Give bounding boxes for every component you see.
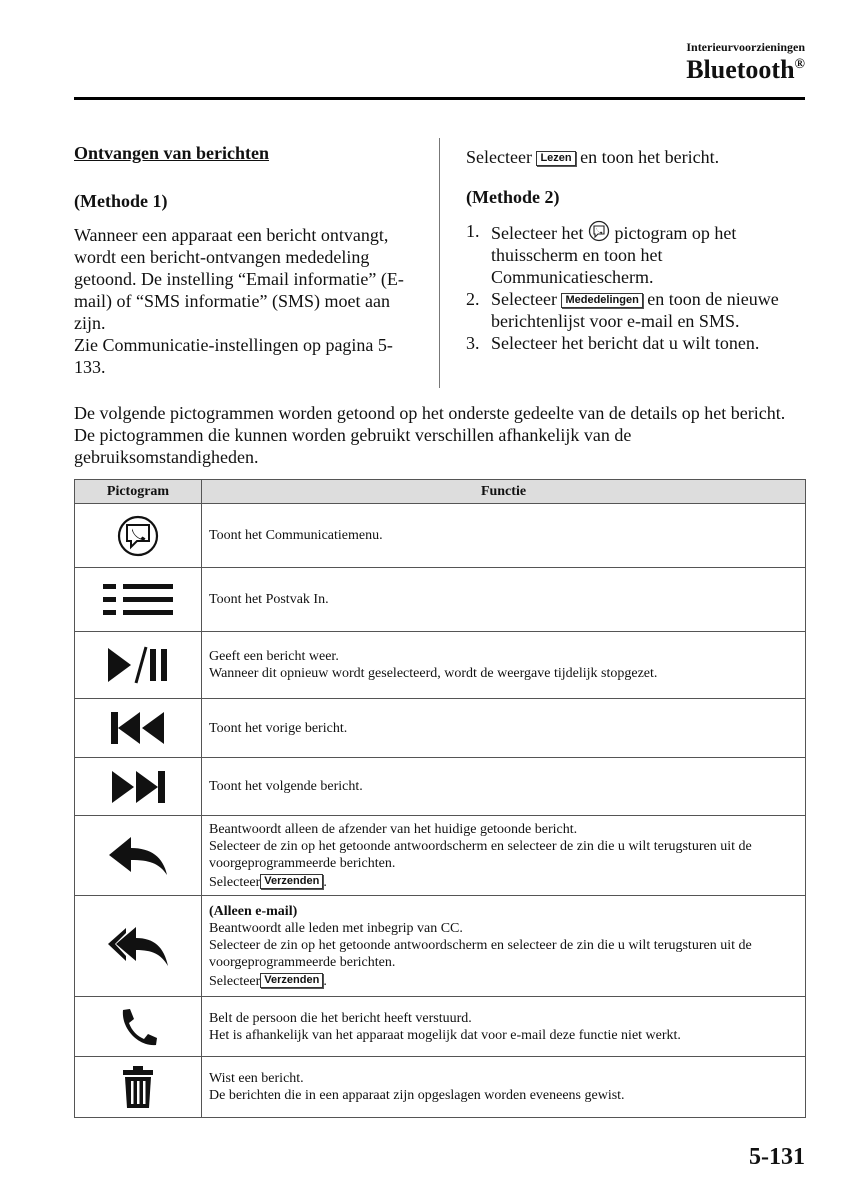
- column-header-function: Functie: [202, 480, 806, 504]
- trash-icon[interactable]: [121, 1065, 155, 1109]
- registered-mark: ®: [794, 57, 805, 72]
- list-item: 1. Selecteer het pictogram op het thuisscherm en toon het Communicatiescherm.: [466, 221, 737, 287]
- list-item: 2. Selecteer Mededelingen en toon de nieuwe berichtenlijst voor e-mail en SMS.: [466, 289, 779, 331]
- column-header-pictogram: Pictogram: [75, 480, 202, 504]
- table-row: [75, 504, 806, 568]
- method-1-paragraph: Wanneer een apparaat een bericht ontvangt, wordt een bericht-ontvangen mededeling getoond. De instelling “Email informatie” (E-mail) of “SMS informatie” (SMS) moet aan zijn.: [74, 225, 404, 333]
- table-row: [75, 699, 806, 758]
- function-text: Selecteer de zin op het getoonde antwoordscherm en selecteer de zin die u wilt terugsturen uit de voorgeprogrammeerde berichten.: [209, 838, 752, 871]
- method-1-select-line: Selecteer Lezen en toon het bericht.: [466, 147, 720, 167]
- method-1-heading: (Methode 1): [74, 191, 168, 211]
- table-row: [75, 896, 806, 997]
- select-send-line: Selecteer Verzenden .: [209, 973, 327, 989]
- table-row: [75, 997, 806, 1057]
- function-text: Wanneer dit opnieuw wordt geselecteerd, wordt de weergave tijdelijk stopgezet.: [209, 666, 658, 681]
- send-button[interactable]: Verzenden: [260, 973, 323, 988]
- reply-icon[interactable]: [107, 835, 169, 877]
- function-text: Beantwoordt alleen de afzender van het huidige getoonde bericht.: [209, 821, 578, 837]
- header-rule: [74, 97, 805, 100]
- left-column: [74, 142, 424, 378]
- function-text: Selecteer de zin op het getoonde antwoordscherm en selecteer de zin die u wilt terugsturen uit de voorgeprogrammeerde berichten.: [209, 937, 752, 970]
- select-send-line: Selecteer Verzenden .: [209, 874, 327, 890]
- list-item: 3. Selecteer het bericht dat u wilt tonen.: [466, 333, 760, 353]
- function-text: Toont het volgende bericht.: [209, 779, 363, 794]
- page-number: 5-131: [749, 1144, 805, 1170]
- function-text: Wist een bericht.: [209, 1071, 304, 1086]
- method-1-reference: Zie Communicatie-instellingen op pagina 5-133.: [74, 335, 393, 377]
- page-title: Bluetooth®: [686, 55, 805, 84]
- email-only-label: (Alleen e-mail): [209, 903, 298, 919]
- phone-chat-icon: [588, 220, 610, 242]
- reply-all-icon[interactable]: [106, 924, 170, 968]
- table-row: [75, 758, 806, 816]
- list-icon[interactable]: [103, 584, 173, 616]
- function-text: Beantwoordt alle leden met inbegrip van CC.: [209, 920, 463, 936]
- method-2-steps: [466, 220, 811, 354]
- play-pause-icon[interactable]: [106, 645, 170, 685]
- next-icon[interactable]: [109, 769, 167, 805]
- previous-icon[interactable]: [109, 710, 167, 746]
- right-column: [466, 146, 811, 354]
- function-text: Het is afhankelijk van het apparaat mogelijk dat voor e-mail deze functie niet werkt.: [209, 1027, 681, 1043]
- table-row: [75, 1057, 806, 1118]
- send-button[interactable]: Verzenden: [260, 874, 323, 889]
- section-heading: Ontvangen van berichten: [74, 143, 270, 163]
- read-button[interactable]: Lezen: [536, 151, 575, 166]
- column-divider: [439, 138, 440, 388]
- function-text: De berichten die in een apparaat zijn opgeslagen worden eveneens gewist.: [209, 1088, 625, 1103]
- function-text: Belt de persoon die het bericht heeft verstuurd.: [209, 1010, 472, 1026]
- communication-menu-icon[interactable]: [116, 514, 160, 558]
- table-row: [75, 632, 806, 699]
- function-text: Toont het vorige bericht.: [209, 720, 348, 736]
- table-row: [75, 568, 806, 632]
- function-text: Geeft een bericht weer.: [209, 649, 339, 664]
- intro-paragraph: De volgende pictogrammen worden getoond op het onderste gedeelte van de details op het bericht. De pictogrammen die kunnen worden gebruikt verschillen afhankelijk van de gebruiksomstandigheden.: [74, 403, 786, 467]
- table-row: [75, 816, 806, 896]
- method-2-heading: (Methode 2): [466, 187, 560, 207]
- function-text: Toont het Postvak In.: [209, 592, 329, 607]
- function-text: Toont het Communicatiemenu.: [209, 528, 383, 543]
- notifications-button[interactable]: Mededelingen: [561, 293, 642, 308]
- icon-table: [74, 479, 806, 1118]
- section-title: Interieurvoorzieningen: [686, 40, 805, 54]
- call-icon[interactable]: [117, 1007, 159, 1047]
